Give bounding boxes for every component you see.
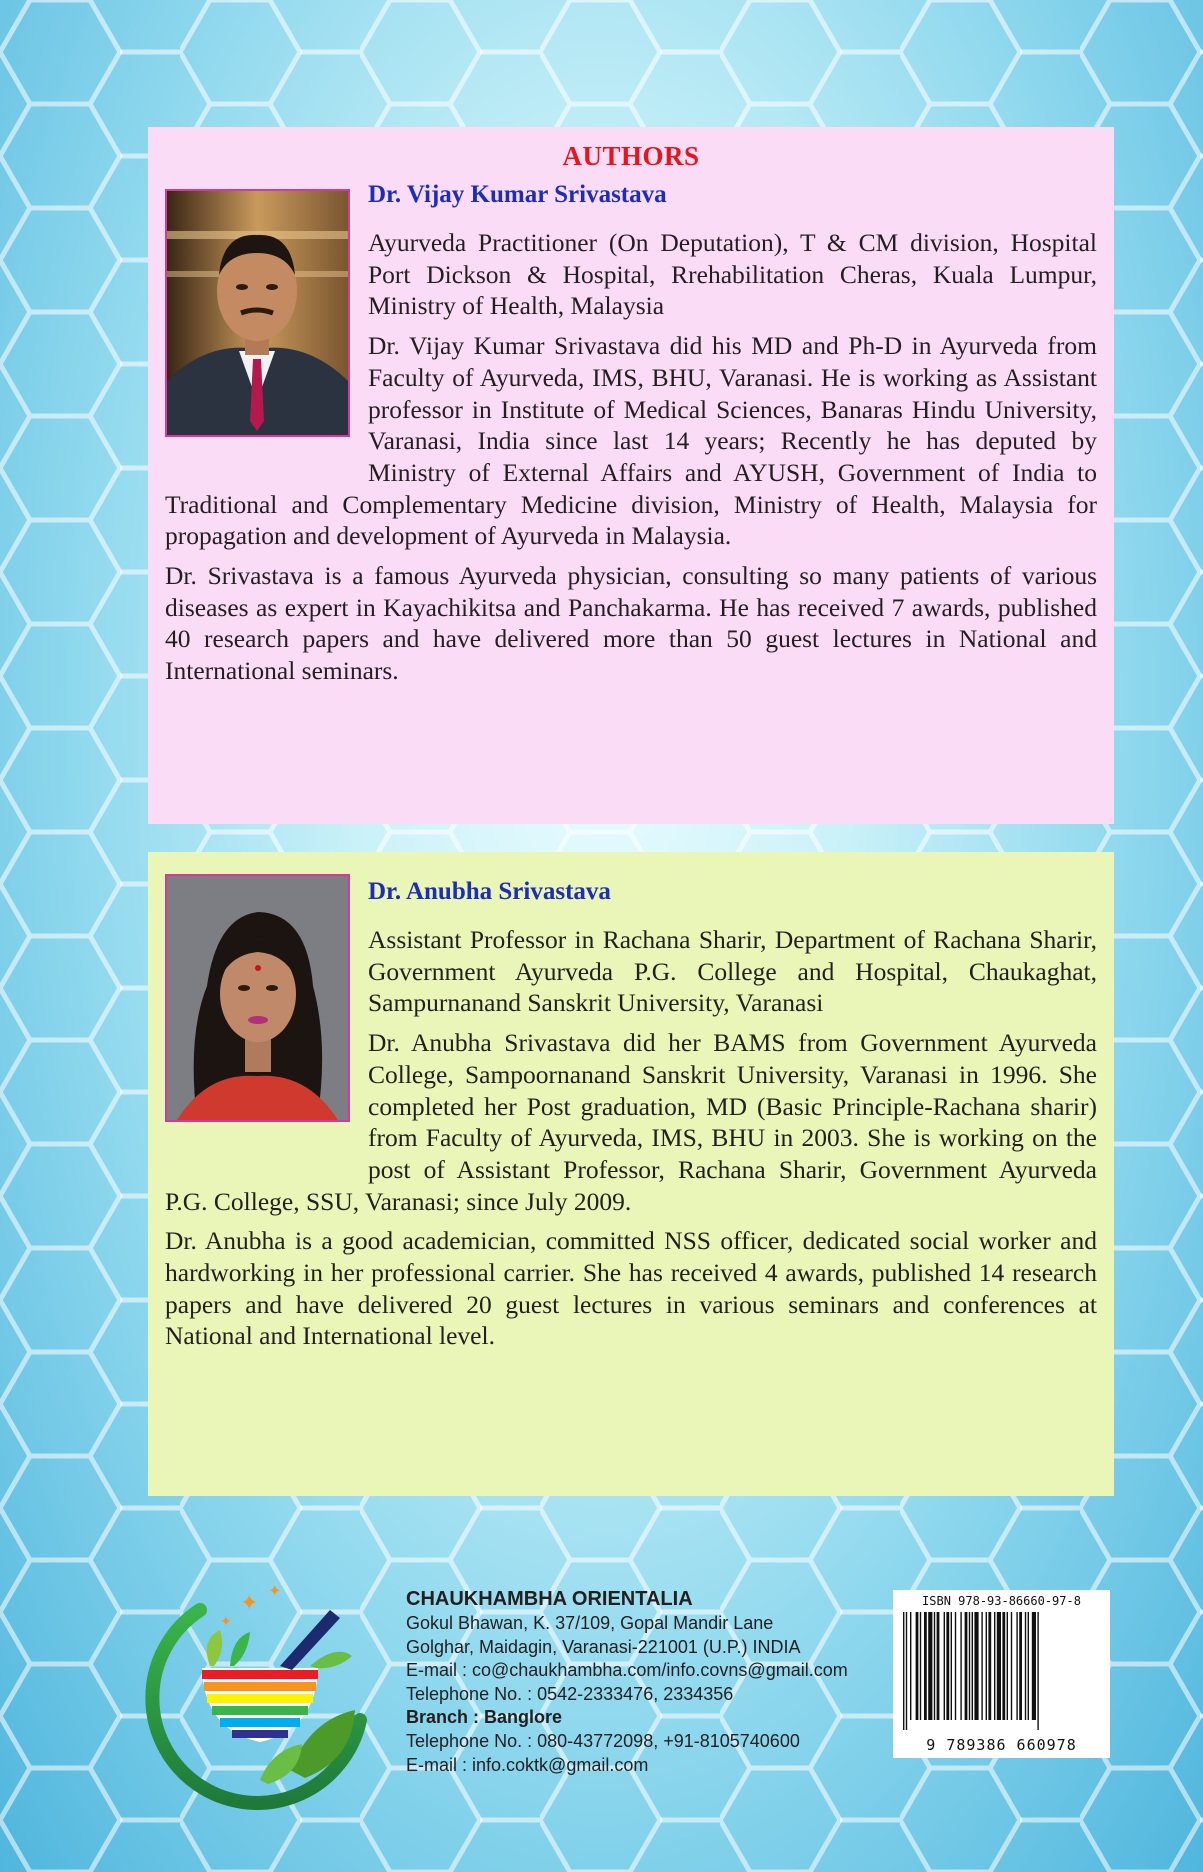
barcode-bar: [1011, 1612, 1012, 1720]
publisher-name: CHAUKHAMBHA ORIENTALIA: [406, 1588, 693, 1610]
branch-email: E-mail : info.coktk@gmail.com: [406, 1754, 649, 1775]
author-designation: Ayurveda Practitioner (On Deputation), T & CM division, Hospital Port Dickson & Hospital, Rrehabilitation Cheras, Kuala Lumpur, Ministry of Health, Malaysia: [368, 228, 1097, 321]
barcode-bar: [1019, 1612, 1022, 1720]
barcode-bar: [944, 1612, 945, 1720]
isbn-barcode: [893, 1590, 1110, 1758]
author-text-block: [165, 924, 1097, 1360]
barcode-bar: [955, 1612, 956, 1720]
barcode-bar: [969, 1612, 970, 1720]
author-achievements: Dr. Anubha is a good academician, committed NSS officer, dedicated social worker and hardworking in her professional carrier. She has received 4 awards, published 14 research papers and have delivered 20 guest lectures in various seminars and conferences at National and International level.: [165, 1226, 1097, 1351]
barcode-bar: [988, 1612, 991, 1720]
barcode-bar: [928, 1612, 932, 1720]
barcode-bar: [906, 1612, 907, 1730]
barcode-bar: [1032, 1612, 1036, 1720]
barcode-bar: [981, 1612, 982, 1720]
barcode-bar: [1025, 1612, 1026, 1720]
branch-label: Branch : Banglore: [406, 1707, 563, 1728]
publisher-telephone: Telephone No. : 0542-2333476, 2334356: [406, 1683, 734, 1704]
author-designation: Assistant Professor in Rachana Sharir, Department of Rachana Sharir, Government Ayurveda P.G. College and Hospital, Chaukaghat, Sampurnanand Sanskrit University, Varanasi: [368, 925, 1097, 1018]
authors-heading: AUTHORS: [562, 141, 700, 171]
barcode-bar: [1016, 1612, 1017, 1720]
author-name: Dr. Vijay Kumar Srivastava: [368, 181, 667, 208]
barcode-bar: [946, 1612, 949, 1720]
barcode-bar: [994, 1612, 995, 1720]
author-bio: Dr. Vijay Kumar Srivastava did his MD and Ph-D in Ayurveda from Faculty of Ayurveda, IMS, BHU, Varanasi. He is working as Assistant professor in Institute of Medical Sciences, Banaras Hindu University, Varanasi, India since last 14 years; Recently he has deputed by Ministry of External Affairs and AYUSH, Government of India to Traditional and Complementary Medicine division, Ministry of Health, Malaysia for propagation and development of Ayurveda in Malaysia.: [165, 331, 1097, 551]
author-bio: Dr. Anubha Srivastava did her BAMS from Government Ayurveda College, Sampoornanand Sanskrit University, Varanasi in 1996. She completed her Post graduation, MD (Basic Principle-Rachana sharir) from Faculty of Ayurveda, IMS, BHU in 2003. She is working on the post of Assistant Professor, Rachana Sharir, Government Ayurveda P.G. College, SSU, Varanasi; since July 2009.: [165, 1028, 1097, 1216]
barcode-bars: [899, 1612, 1104, 1730]
barcode-bar: [997, 1612, 1001, 1720]
publisher-address-line1: Gokul Bhawan, K. 37/109, Gopal Mandir Lane: [406, 1613, 774, 1633]
barcode-bar: [924, 1612, 927, 1720]
barcode-bar: [965, 1612, 968, 1720]
author-panel-1: [148, 127, 1114, 824]
barcode-bar: [1028, 1612, 1029, 1720]
barcode-bar: [1037, 1612, 1038, 1730]
barcode-bar: [920, 1612, 921, 1720]
publisher-email: E-mail : co@chaukhambha.com/info.covns@gmail.com: [406, 1660, 848, 1681]
barcode-bar: [1002, 1612, 1005, 1720]
barcode-bar: [960, 1612, 961, 1720]
author-panel-2: [148, 852, 1114, 1496]
author-achievements: Dr. Srivastava is a famous Ayurveda physician, consulting so many patients of various diseases as expert in Kayachikitsa and Panchakarma. He has received 7 awards, published 40 research papers and have delivered more than 50 guest lectures in National and International seminars.: [165, 561, 1097, 686]
publisher-logo-mortar-pestle-icon: [140, 1570, 380, 1820]
barcode-digits: 9 789386 660978: [926, 1736, 1077, 1754]
svg-text:✦: ✦: [220, 1615, 232, 1630]
barcode-bar: [916, 1612, 919, 1720]
publisher-address-line2: Golghar, Maidagin, Varanasi-221001 (U.P.) INDIA: [406, 1636, 801, 1657]
isbn-label: ISBN 978-93-86660-97-8: [922, 1594, 1081, 1608]
author-name: Dr. Anubha Srivastava: [368, 878, 611, 905]
author-text-block: [165, 227, 1097, 695]
svg-text:✦: ✦: [268, 1583, 282, 1600]
barcode-bar: [903, 1612, 904, 1730]
barcode-bar: [951, 1612, 952, 1720]
barcode-bar: [986, 1612, 987, 1720]
barcode-bar: [1007, 1612, 1008, 1720]
barcode-bar: [934, 1612, 935, 1720]
barcode-bar: [974, 1612, 978, 1720]
publisher-info: [406, 1586, 906, 1777]
barcode-bar: [972, 1612, 973, 1720]
barcode-bar: [937, 1612, 940, 1720]
svg-text:✦: ✦: [240, 1590, 259, 1615]
branch-telephone: Telephone No. : 080-43772098, +91-8105740600: [406, 1730, 800, 1751]
barcode-bar: [910, 1612, 911, 1720]
